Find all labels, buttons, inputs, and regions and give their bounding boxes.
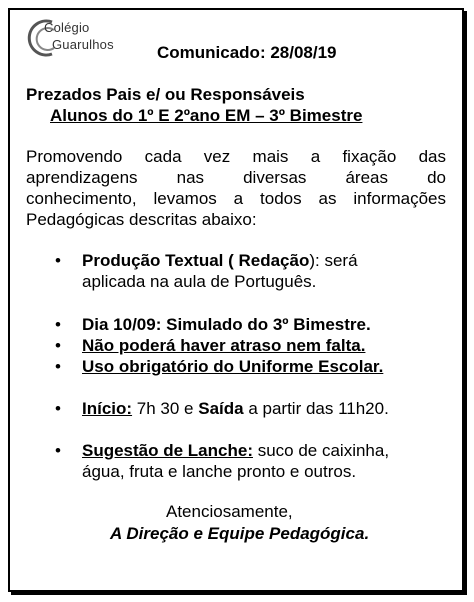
school-logo — [22, 16, 132, 60]
intro-paragraph — [26, 146, 446, 230]
list-item-atraso: Não poderá haver atraso nem falta. — [82, 336, 366, 355]
inicio-label: Início: — [82, 399, 133, 418]
list-item-uniforme: Uso obrigatório do Uniforme Escolar. — [82, 357, 384, 376]
bullet-icon: • — [55, 336, 61, 355]
saida-label: Saída — [198, 399, 244, 418]
list-item-producao — [82, 250, 442, 292]
closing-signature: A Direção e Equipe Pedagógica. — [110, 524, 370, 543]
comunicado-heading: Comunicado: 28/08/19 — [157, 43, 337, 62]
list-item-horario — [82, 398, 442, 419]
bullet-icon: • — [55, 251, 61, 270]
lanche-text-line2: água, fruta e lanche pronto e outros. — [82, 462, 357, 481]
list-item-simulado: Dia 10/09: Simulado do 3º Bimestre. — [82, 315, 371, 334]
greeting: Prezados Pais e/ ou Responsáveis — [26, 85, 305, 104]
intro-line: conhecimento, levamos a todos as informações — [26, 189, 446, 208]
subtitle: Alunos do 1º E 2ºano EM – 3º Bimestre — [50, 106, 363, 125]
list-item-lanche — [82, 440, 442, 482]
bullet-icon: • — [55, 315, 61, 334]
intro-line: aprendizagens nas diversas áreas do — [26, 168, 446, 187]
lanche-label: Sugestão de Lanche: — [82, 441, 253, 460]
bullet-icon: • — [55, 399, 61, 418]
logo-text-line1: Colégio — [44, 20, 90, 35]
producao-text: : será — [315, 251, 358, 270]
logo-text-line2: Guarulhos — [52, 37, 114, 52]
closing-salutation: Atenciosamente, — [166, 502, 293, 521]
bullet-icon: • — [55, 357, 61, 376]
bullet-icon: • — [55, 441, 61, 460]
intro-line: Pedagógicas descritas abaixo: — [26, 210, 257, 229]
producao-paren: ) — [309, 251, 316, 270]
producao-label: Produção Textual ( Redação — [82, 251, 310, 270]
lanche-text: suco de caixinha, — [252, 441, 390, 460]
inicio-time: 7h 30 e — [132, 399, 199, 418]
producao-text-line2: aplicada na aula de Português. — [82, 272, 317, 291]
intro-line: Promovendo cada vez mais a fixação das — [26, 147, 446, 166]
saida-text: a partir das 11h20. — [243, 399, 389, 418]
